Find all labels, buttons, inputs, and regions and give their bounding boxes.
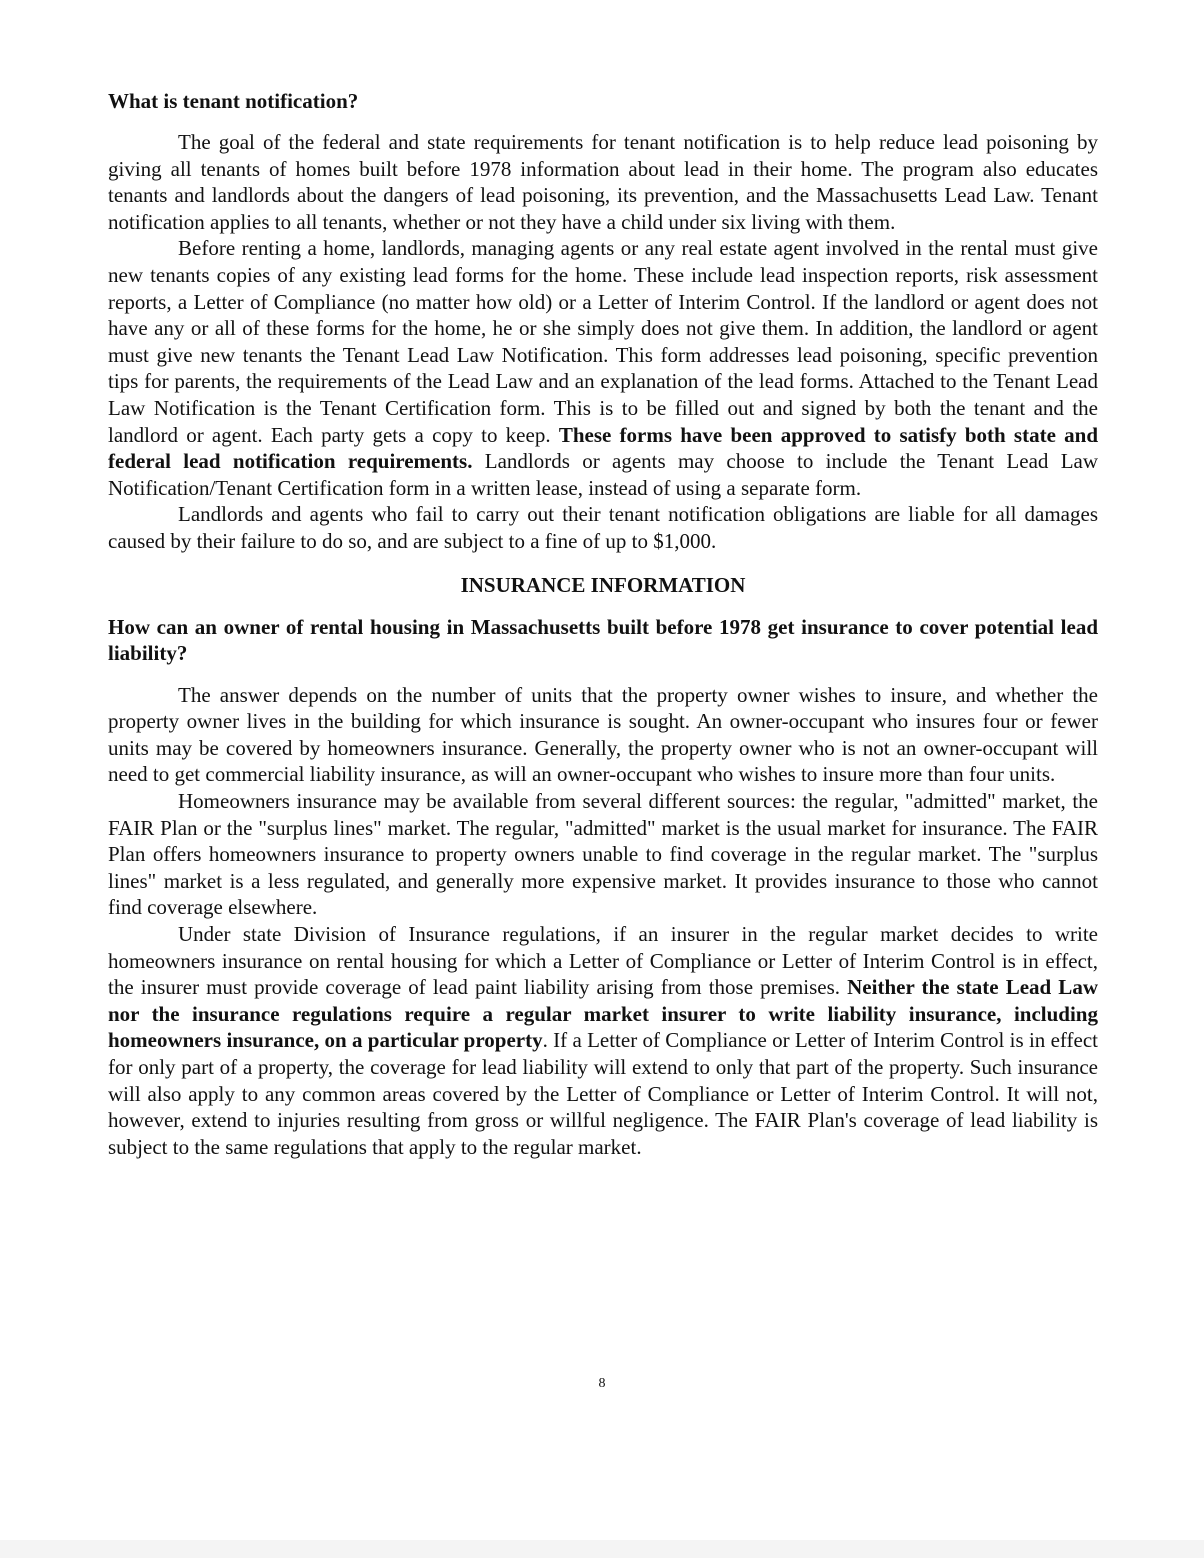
insurance-section-title: INSURANCE INFORMATION [460, 572, 746, 597]
tenant-notification-paragraph-2: Before renting a home, landlords, managing agents or any real estate agent involved in the rental must give new tenants copies of any existing lead forms for the home. These include lead inspection reports, risk assessment reports, a Letter of Compliance (no matter how old) or a Letter of Interim Control. If the landlord or agent does not have any or all of these forms for the home, he or she simply does not give them. In addition, the landlord or agent must give new tenants the Tenant Lead Law Notification. This form addresses lead poisoning, specific prevention tips for parents, the requirements of the Lead Law and an explanation of the lead forms. Attached to the Tenant Lead Law Notification is the Tenant Certification form. This is to be filled out and signed by both the tenant and the landlord or agent. Each party gets a copy to keep. These forms have been approved to satisfy both state and federal lead notification requirements. Landlords or agents may choose to include the Tenant Lead Law Notification/Tenant Certification form in a written lease, instead of using a separate form. [108, 236, 1099, 500]
insurance-paragraph-2: Homeowners insurance may be available from several different sources: the regular, "admitted" market, the FAIR Plan or the "surplus lines" market. The regular, "admitted" market is the usual market for insurance. The FAIR Plan offers homeowners insurance to property owners unable to find coverage in the regular market. The "surplus lines" market is a less regulated, and generally more expensive market. It provides insurance to those who cannot find coverage elsewhere. [108, 789, 1098, 920]
tenant-notification-paragraph-1: The goal of the federal and state requirements for tenant notification is to help reduce lead poisoning by giving all tenants of homes built before 1978 information about lead in their home. The program also educates tenants and landlords about the dangers of lead poisoning, its prevention, and the Massachusetts Lead Law. Tenant notification applies to all tenants, whether or not they have a child under six living with them. [108, 130, 1098, 234]
insurance-paragraph-1: The answer depends on the number of units that the property owner wishes to insure, and whether the property owner lives in the building for which insurance is sought. An owner-occupant who insures four or fewer units may be covered by homeowners insurance. Generally, the property owner who is not an owner-occupant will need to get commercial liability insurance, as will an owner-occupant who wishes to insure more than four units. [108, 682, 1098, 787]
page-bottom-edge [0, 1540, 1204, 1558]
document-page [108, 88, 1098, 1160]
insurance-question-heading: How can an owner of rental housing in Massachusetts built before 1978 get insurance to cover potential lead liability? [108, 614, 1098, 666]
insurer-not-required-emphasis: Neither the state Lead Law nor the insurance regulations require a regular market insurer to write liability insurance, including homeowners insurance, on a particular property [108, 975, 1098, 1053]
insurance-paragraph-3: Under state Division of Insurance regulations, if an insurer in the regular market decides to write homeowners insurance on rental housing for which a Letter of Compliance or Letter of Interim Control is in effect, the insurer must provide coverage of lead paint liability arising from those premises. Neither the state Lead Law nor the insurance regulations require a regular market insurer to write liability insurance, including homeowners insurance, on a particular property. If a Letter of Compliance or Letter of Interim Control is in effect for only part of a property, the coverage for lead liability will extend to only that part of the property. Such insurance will also apply to any common areas covered by the Letter of Compliance or Letter of Interim Control. It will not, however, extend to injuries resulting from gross or willful negligence. The FAIR Plan's coverage of lead liability is subject to the same regulations that apply to the regular market. [108, 922, 1098, 1159]
forms-approved-emphasis: These forms have been approved to satisfy both state and federal lead notification requirements. [108, 422, 1098, 474]
tenant-notification-paragraph-3: Landlords and agents who fail to carry out their tenant notification obligations are liable for all damages caused by their failure to do so, and are subject to a fine of up to $1,000. [108, 502, 1098, 553]
page-number: 8 [598, 1376, 606, 1391]
tenant-notification-heading: What is tenant notification? [108, 89, 359, 113]
